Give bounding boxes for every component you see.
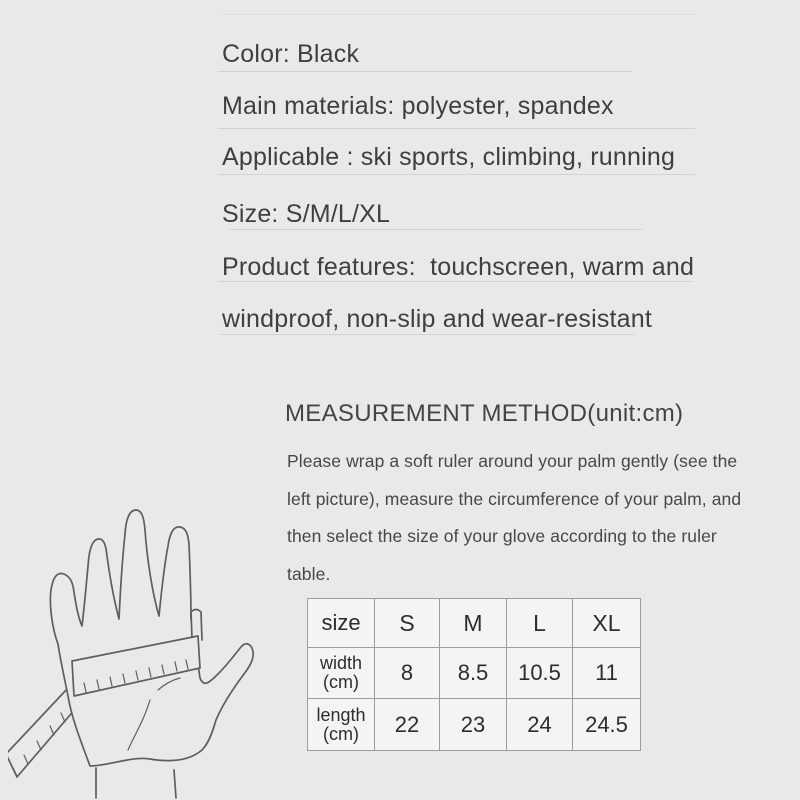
table-cell: 8.5 xyxy=(440,648,507,699)
spec-size: Size: S/M/L/XL xyxy=(222,200,391,228)
row-label-width xyxy=(308,648,375,699)
spec-materials: Main materials: polyester, spandex xyxy=(222,92,614,120)
measurement-title: MEASUREMENT METHOD(unit:cm) xyxy=(285,400,684,427)
hand-measuring-tape-illustration xyxy=(8,482,266,800)
spec-applicable: Applicable : ski sports, climbing, running xyxy=(222,143,676,171)
row-label-unit: (cm) xyxy=(323,672,359,692)
instruction-line: Please wrap a soft ruler around your palm gently (see the xyxy=(287,451,738,471)
instruction-line: table. xyxy=(287,563,331,584)
divider xyxy=(218,174,695,175)
divider xyxy=(222,14,695,15)
table-cell: 8 xyxy=(375,648,440,699)
divider xyxy=(220,334,634,335)
row-label-unit: (cm) xyxy=(323,723,359,744)
spec-features-1: Product features: touchscreen, warm and xyxy=(222,253,695,281)
column-header-m: M xyxy=(440,599,507,648)
table-cell: 24 xyxy=(507,699,573,751)
row-label-text: width xyxy=(319,653,363,673)
row-label-length xyxy=(308,699,375,751)
spec-features-2: windproof, non-slip and wear-resistant xyxy=(222,305,653,333)
column-header-l: L xyxy=(507,599,573,648)
instruction-line: then select the size of your glove according to the ruler xyxy=(287,526,717,546)
size-table xyxy=(307,598,641,751)
column-header-s: S xyxy=(375,599,440,648)
row-label-text: length xyxy=(316,704,366,725)
table-cell: 11 xyxy=(573,648,641,699)
divider xyxy=(230,229,642,230)
table-cell: 22 xyxy=(375,699,440,751)
divider xyxy=(218,71,632,72)
instruction-line: left picture), measure the circumference of your palm, and xyxy=(287,488,742,509)
table-cell: 24.5 xyxy=(573,699,641,751)
spec-color: Color: Black xyxy=(222,40,360,68)
table-corner-label: size xyxy=(308,599,375,648)
table-cell: 23 xyxy=(440,699,507,751)
column-header-xl: XL xyxy=(573,599,641,648)
divider xyxy=(218,281,693,282)
table-cell: 10.5 xyxy=(507,648,573,699)
divider xyxy=(218,128,695,129)
measurement-instructions xyxy=(287,443,787,593)
